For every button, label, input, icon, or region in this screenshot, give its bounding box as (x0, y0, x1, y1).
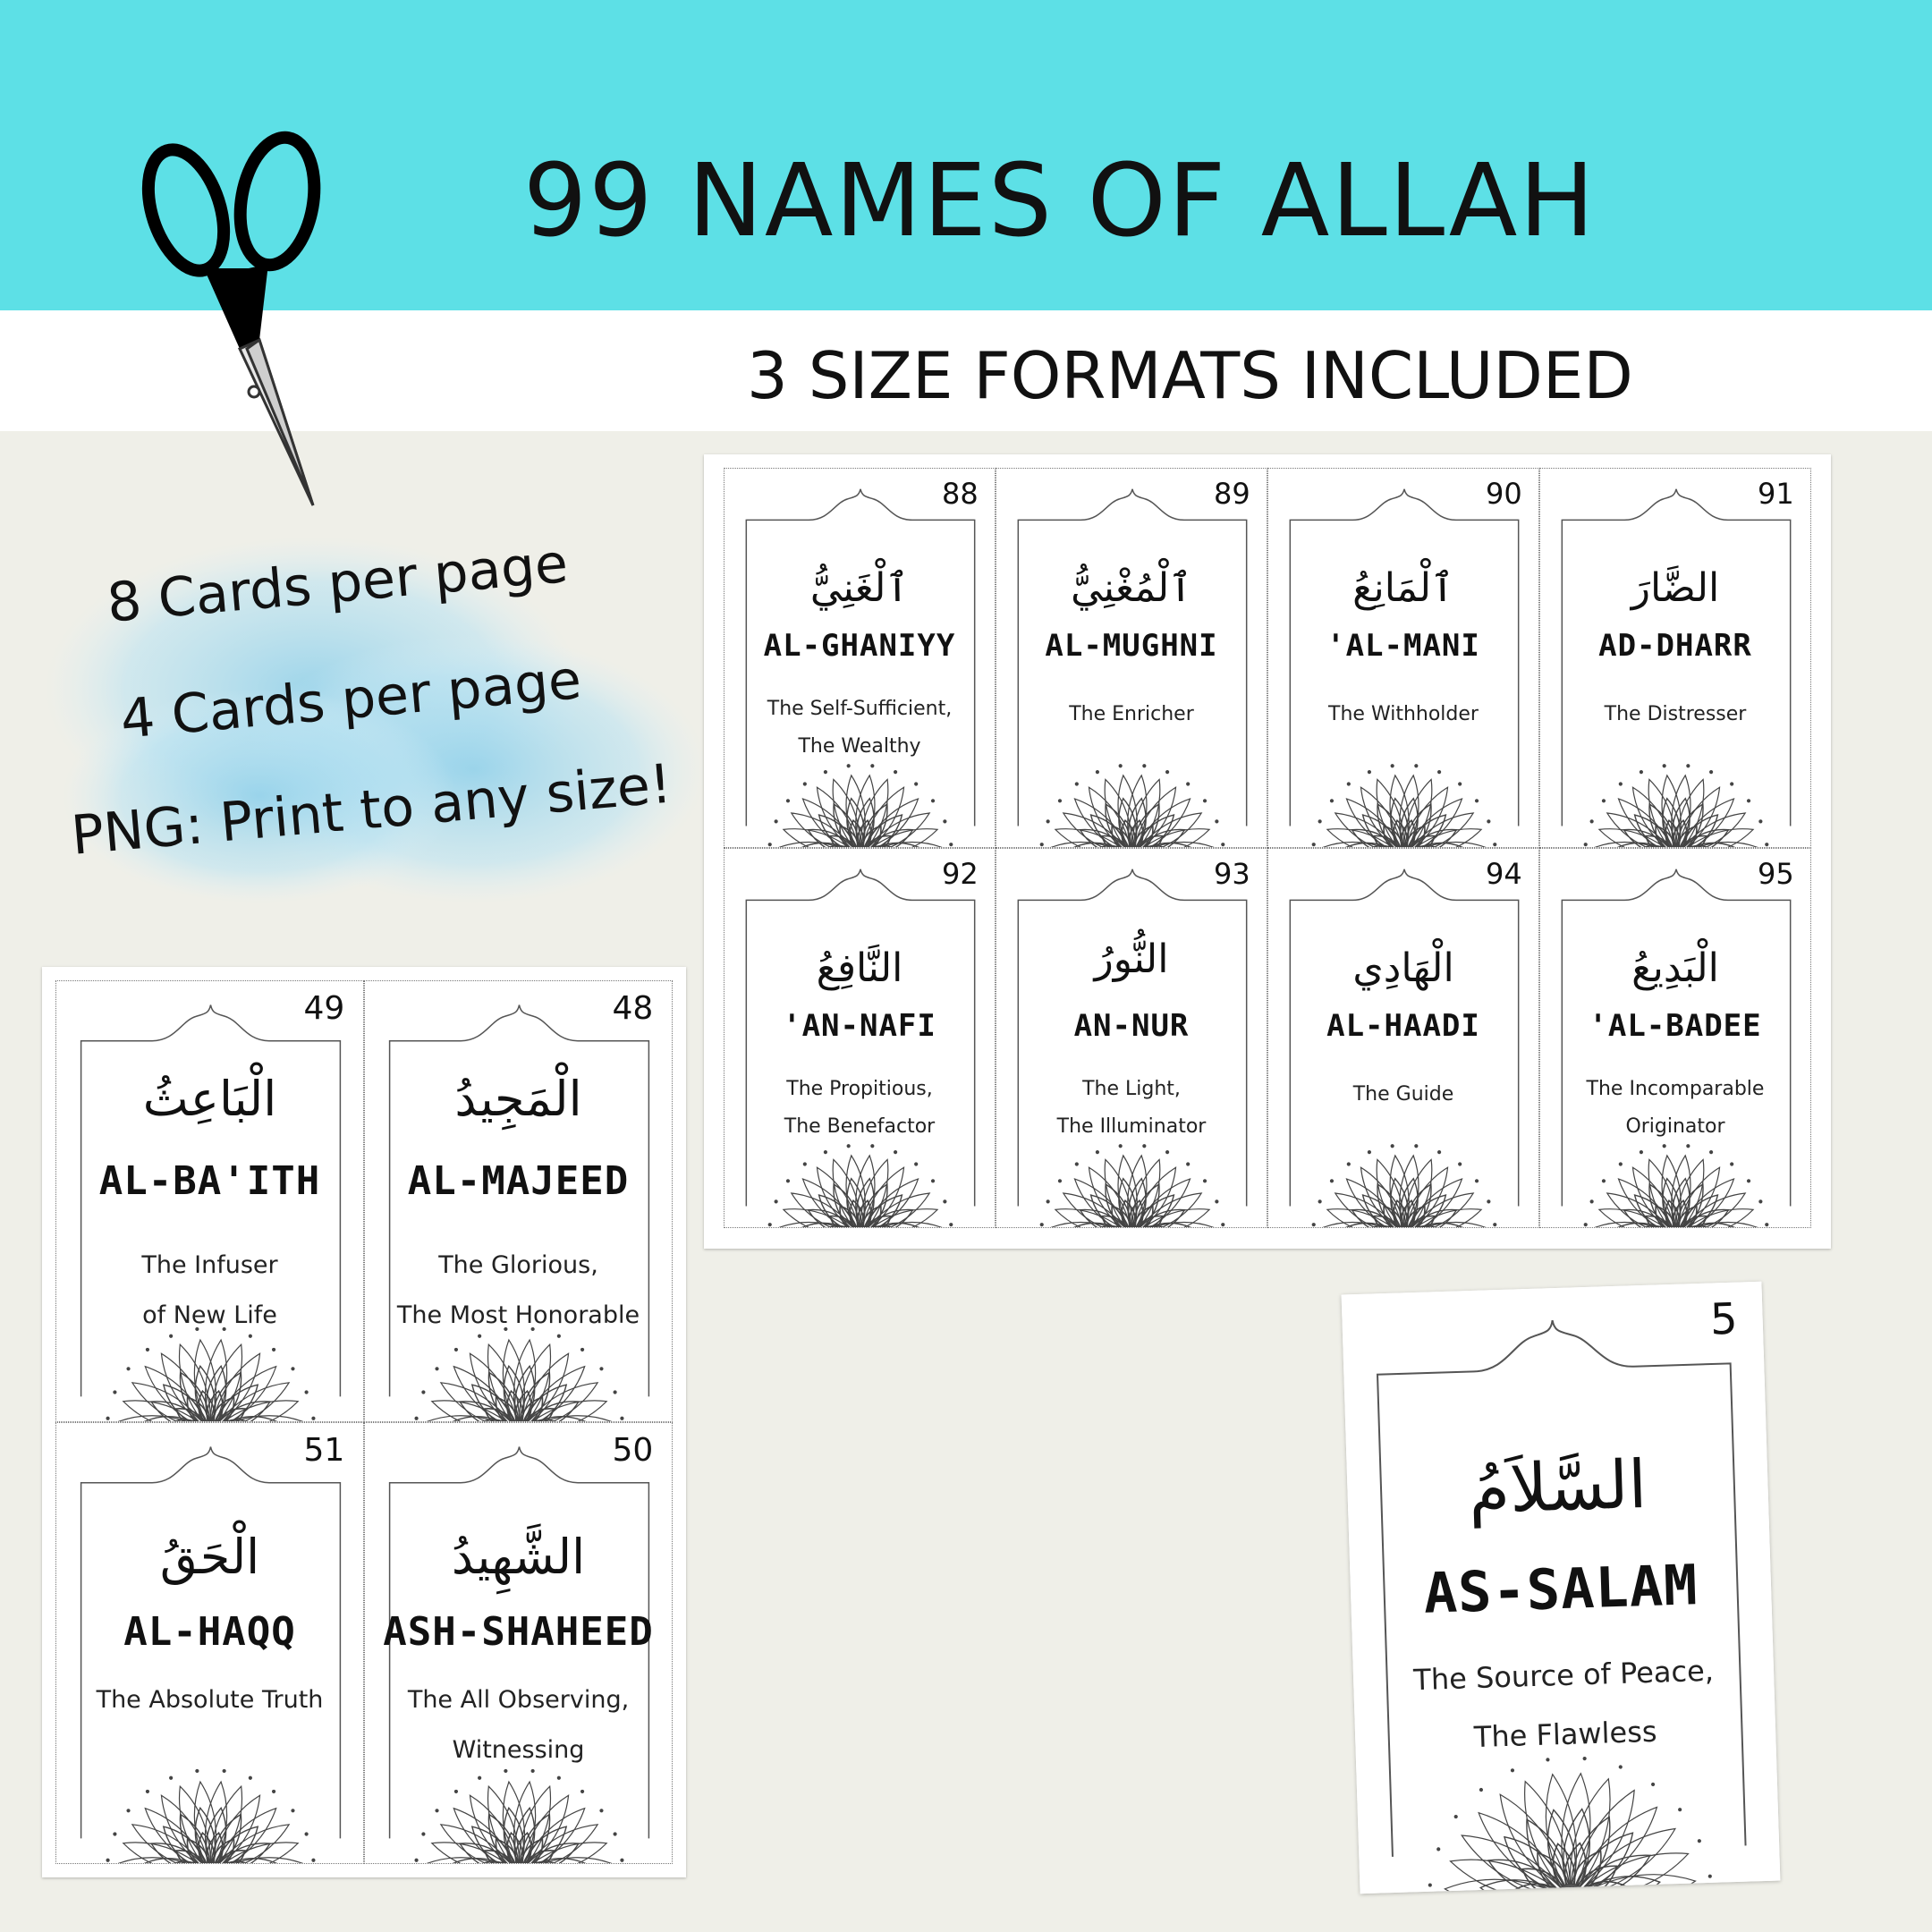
meaning-line: The Guide (1352, 1083, 1454, 1106)
arabic-name: ٱلْغَنِيُّ (809, 565, 910, 611)
card-number: 91 (1758, 476, 1794, 511)
name-card (1267, 848, 1539, 1228)
meaning-line: The Most Honorable (396, 1301, 640, 1329)
transliteration: AL-MAJEED (407, 1158, 630, 1204)
meaning (996, 1071, 1267, 1146)
arabic-name: الْمَجِيدُ (454, 1071, 582, 1127)
name-card (996, 468, 1267, 848)
meaning-line: The Glorious, (438, 1251, 598, 1279)
card-number: 94 (1486, 856, 1522, 891)
card-number: 51 (303, 1431, 345, 1469)
card-number: 49 (303, 989, 345, 1027)
transliteration: ASH-SHAHEED (383, 1609, 654, 1655)
transliteration: AL-HAQQ (123, 1609, 296, 1655)
meaning-line: The Withholder (1328, 703, 1479, 725)
arabic-name: الْبَاعِثُ (142, 1071, 277, 1127)
meaning (365, 1675, 672, 1775)
transliteration: 'AN-NAFI (783, 1008, 936, 1044)
meaning (56, 1241, 363, 1341)
mandala-icon (415, 1769, 623, 1864)
meaning-line: The Infuser (141, 1251, 278, 1279)
arabic-name: الشَّهِيدُ (451, 1529, 586, 1585)
meaning-line: The Incomparable (1586, 1078, 1765, 1100)
meaning-line: The Light, (1082, 1078, 1181, 1100)
meaning-line: The Source of Peace, (1412, 1653, 1715, 1698)
meaning (1540, 1071, 1810, 1146)
page-title: 99 NAMES OF ALLAH (523, 143, 1597, 259)
arabic-name: السَّلاَمُ (1467, 1445, 1648, 1530)
arabic-name: ٱلْمَانِعُ (1352, 565, 1454, 611)
format-item: 8 Cards per page (104, 532, 571, 635)
mandala-icon (1312, 765, 1496, 848)
name-card (1267, 468, 1539, 848)
arabic-name: النَّافِعُ (816, 945, 903, 991)
mandala-icon (415, 1327, 623, 1422)
card-number: 50 (612, 1431, 654, 1469)
mandala-icon (1425, 1753, 1713, 1894)
name-card (1342, 1282, 1781, 1894)
meaning-line: The All Observing, (407, 1686, 630, 1714)
sheet-8-cards (704, 454, 1831, 1249)
meaning-line: The Illuminator (1056, 1115, 1207, 1138)
transliteration: 'AL-BADEE (1589, 1008, 1762, 1044)
name-card (364, 980, 673, 1422)
name-card (55, 980, 364, 1422)
name-card (364, 1422, 673, 1864)
mandala-icon (1584, 765, 1768, 848)
meaning (1540, 696, 1810, 733)
meaning-line: The Distresser (1604, 703, 1747, 725)
arabic-name: النُّورُ (1094, 936, 1169, 982)
meaning (1268, 1076, 1538, 1114)
meaning (1352, 1640, 1776, 1771)
mandala-icon (768, 765, 953, 848)
meaning-line: The Benefactor (784, 1115, 936, 1138)
card-number: 92 (942, 856, 979, 891)
mandala-icon (1312, 1145, 1496, 1228)
transliteration: AL-MUGHNI (1045, 628, 1218, 664)
name-card (724, 468, 996, 848)
name-card (996, 848, 1267, 1228)
card-number: 89 (1214, 476, 1250, 511)
arabic-name: الضَّارَ (1631, 565, 1720, 611)
meaning-line: The Propitious, (786, 1078, 933, 1100)
meaning-line: Originator (1625, 1115, 1725, 1138)
transliteration: AN-NUR (1073, 1008, 1190, 1044)
meaning (724, 691, 995, 766)
meaning (56, 1675, 363, 1725)
name-card (1539, 848, 1811, 1228)
transliteration: AL-GHANIYY (763, 628, 956, 664)
page-subtitle: 3 SIZE FORMATS INCLUDED (747, 338, 1633, 413)
meaning (724, 1071, 995, 1146)
card-number: 93 (1214, 856, 1250, 891)
transliteration: AL-BA'ITH (98, 1158, 321, 1204)
mandala-icon (1040, 1145, 1224, 1228)
meaning-line: The Wealthy (798, 735, 921, 758)
meaning (365, 1241, 672, 1341)
mandala-icon (1584, 1145, 1768, 1228)
single-card-sheet (1342, 1282, 1781, 1894)
sheet-4-cards (42, 967, 686, 1877)
arabic-name: الْهَادِي (1352, 945, 1454, 991)
transliteration: 'AL-MANI (1326, 628, 1480, 664)
card-number: 5 (1709, 1294, 1739, 1345)
format-item: PNG: Print to any size! (68, 752, 674, 868)
meaning-line: The Enricher (1069, 703, 1194, 725)
transliteration: AS-SALAM (1422, 1552, 1699, 1626)
arabic-name: ٱلْمُغْنِيُّ (1071, 565, 1192, 611)
meaning (1268, 696, 1538, 733)
mandala-icon (1040, 765, 1224, 848)
name-card (1539, 468, 1811, 848)
meaning-line: The Self-Sufficient, (767, 698, 953, 720)
name-card (55, 1422, 364, 1864)
mandala-icon (768, 1145, 953, 1228)
meaning-line: Witnessing (452, 1736, 585, 1764)
card-number: 88 (942, 476, 979, 511)
format-item: 4 Cards per page (117, 648, 584, 751)
mandala-icon (106, 1327, 315, 1422)
arabic-name: الْبَدِيعُ (1631, 945, 1719, 991)
meaning (996, 696, 1267, 733)
meaning-line: The Absolute Truth (96, 1686, 324, 1714)
meaning-line: The Flawless (1473, 1714, 1658, 1755)
name-card (724, 848, 996, 1228)
card-number: 90 (1486, 476, 1522, 511)
meaning-line: of New Life (142, 1301, 277, 1329)
scissors-icon (134, 125, 340, 519)
mandala-icon (106, 1769, 315, 1864)
card-number: 95 (1758, 856, 1794, 891)
transliteration: AL-HAADI (1326, 1008, 1480, 1044)
transliteration: AD-DHARR (1598, 628, 1752, 664)
arabic-name: الْحَقُ (159, 1529, 260, 1585)
format-list (54, 532, 733, 912)
card-number: 48 (612, 989, 654, 1027)
